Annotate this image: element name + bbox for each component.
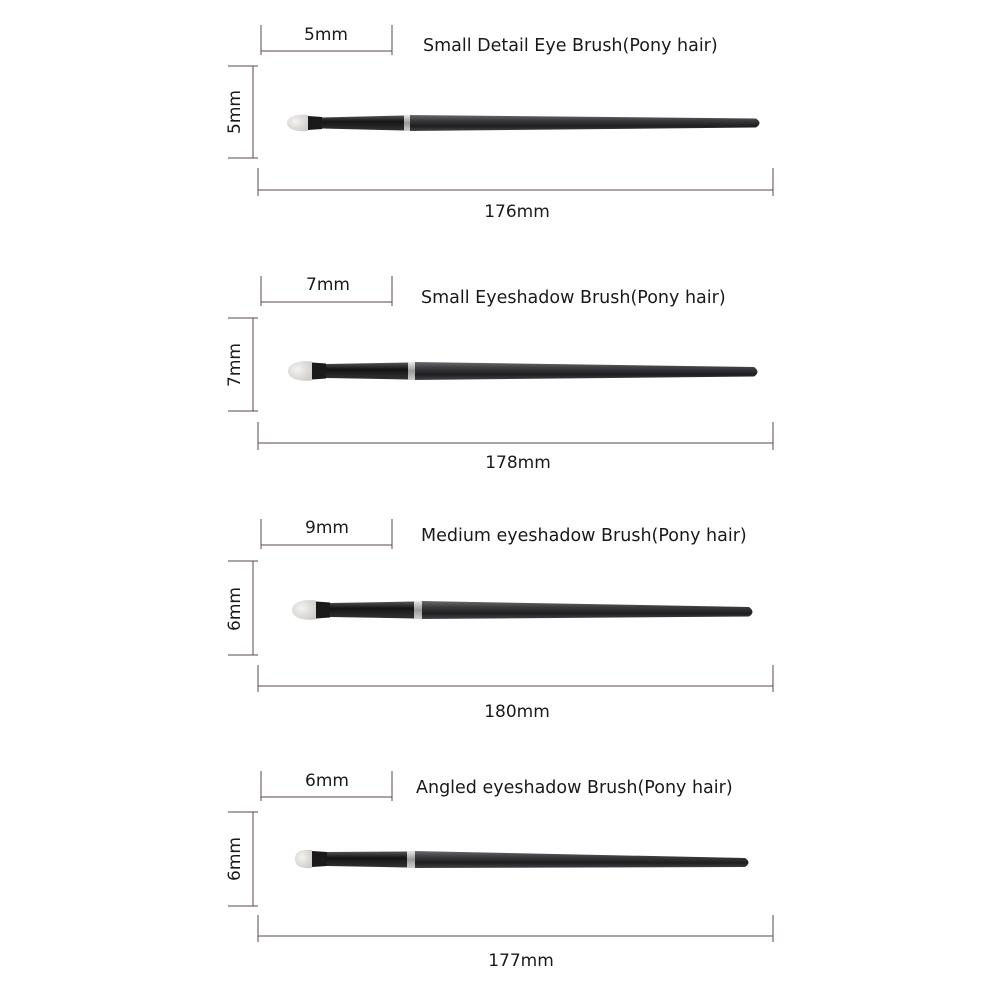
head-height-label: 5mm — [225, 90, 245, 134]
head-height-label: 6mm — [225, 587, 245, 631]
brush-name: Angled eyeshadow Brush(Pony hair) — [416, 778, 733, 798]
brush-group-2 — [225, 275, 773, 473]
length-label: 180mm — [484, 702, 550, 722]
brush-group-3 — [225, 518, 773, 722]
head-height-label: 6mm — [225, 837, 245, 881]
brush-name: Medium eyeshadow Brush(Pony hair) — [421, 526, 747, 546]
head-width-label: 7mm — [306, 275, 350, 295]
brush-group-1 — [225, 25, 773, 222]
brush-illustration — [288, 361, 758, 381]
brush-name: Small Detail Eye Brush(Pony hair) — [423, 36, 718, 56]
brush-name: Small Eyeshadow Brush(Pony hair) — [421, 288, 726, 308]
brush-illustration — [292, 600, 753, 620]
length-label: 178mm — [485, 453, 551, 473]
brush-group-4 — [225, 771, 773, 971]
brush-illustration — [295, 850, 749, 868]
length-label: 177mm — [488, 951, 554, 971]
brush-illustration — [287, 115, 760, 131]
head-width-label: 9mm — [305, 518, 349, 538]
head-width-label: 6mm — [305, 771, 349, 791]
head-width-label: 5mm — [304, 25, 348, 45]
length-label: 176mm — [484, 202, 550, 222]
head-height-label: 7mm — [225, 343, 245, 387]
